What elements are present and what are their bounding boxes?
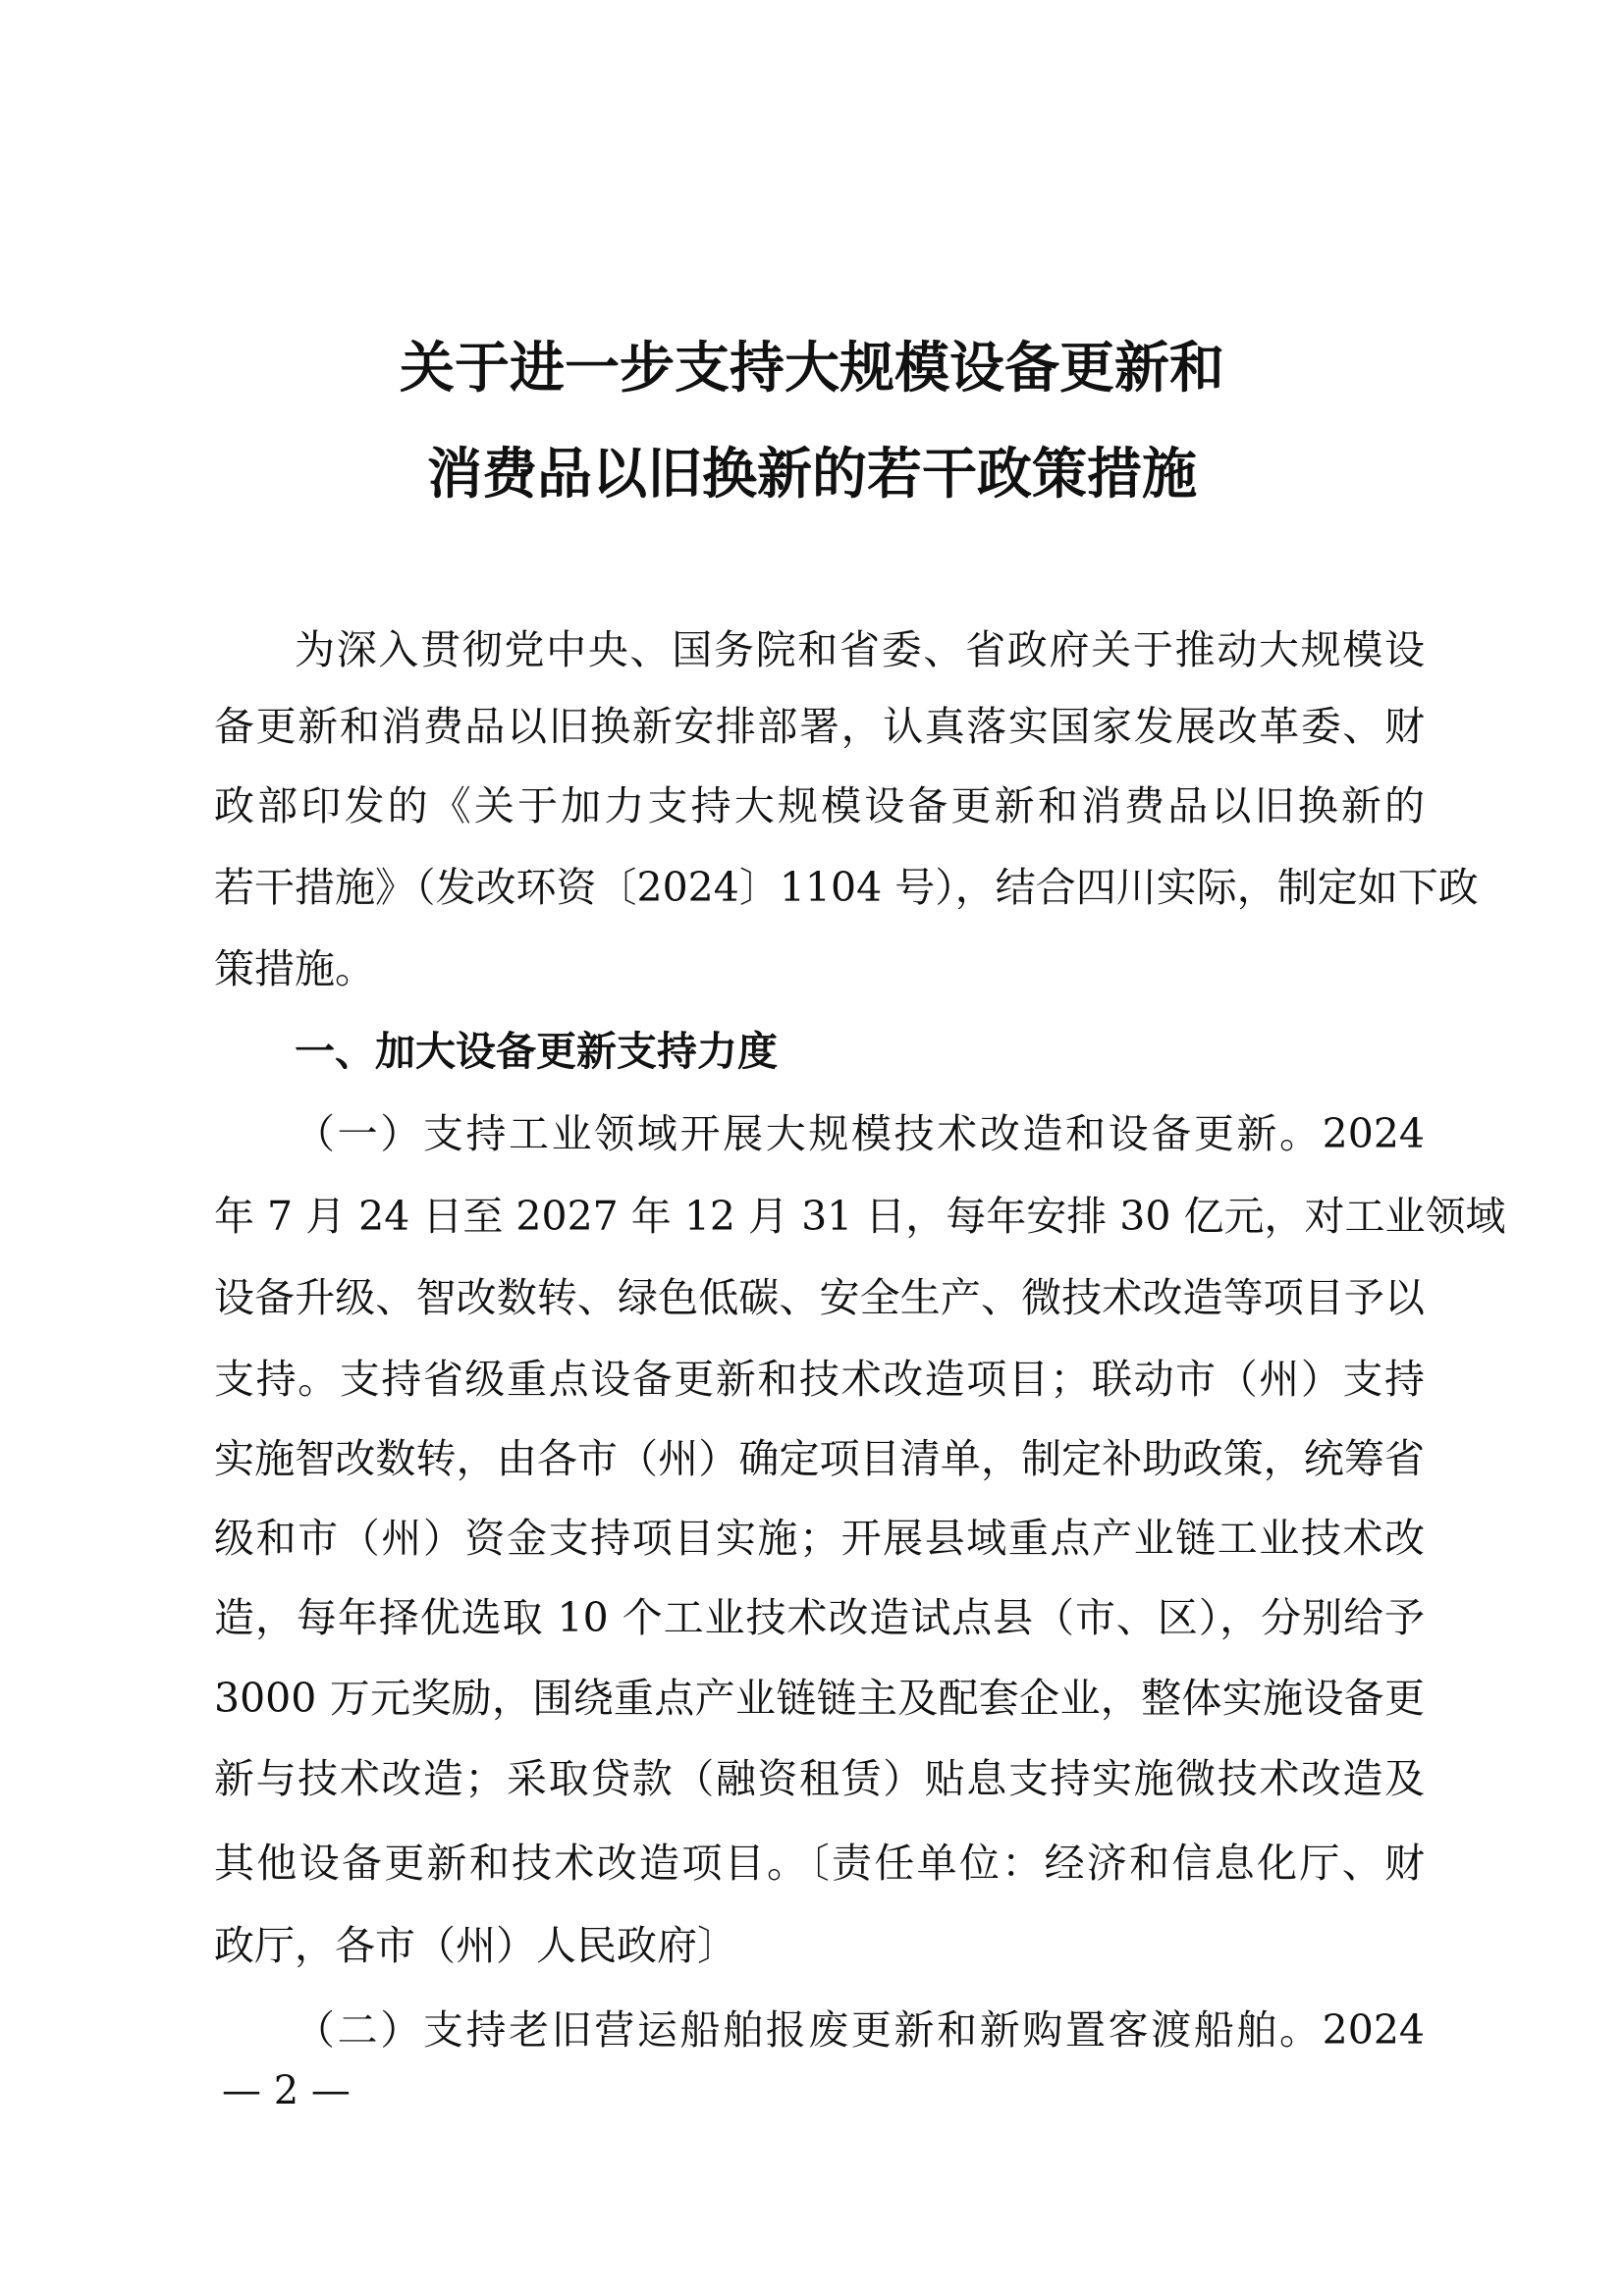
body-line: 设备升级、智改数转、绿色低碳、安全生产、微技术改造等项目予以 — [214, 1274, 1425, 1321]
body-line: 为深入贯彻党中央、国务院和省委、省政府关于推动大规模设 — [295, 626, 1425, 673]
body-line: 3000 万元奖励，围绕重点产业链链主及配套企业，整体实施设备更 — [214, 1675, 1425, 1722]
body-line: （一）支持工业领域开展大规模技术改造和设备更新。2024 — [295, 1110, 1425, 1157]
body-line: 若干措施》（发改环资〔2024〕1104 号），结合四川实际，制定如下政 — [214, 864, 1479, 911]
body-line: 政部印发的《关于加力支持大规模设备更新和消费品以旧换新的 — [214, 782, 1425, 829]
section-heading: 一、加大设备更新支持力度 — [295, 1028, 778, 1075]
body-line: 策措施。 — [214, 945, 375, 992]
body-line: 其他设备更新和技术改造项目。〔责任单位：经济和信息化厅、财 — [214, 1840, 1425, 1887]
document-title-line-1: 关于进一步支持大规模设备更新和 — [400, 337, 1224, 400]
body-line: 支持。支持省级重点设备更新和技术改造项目；联动市（州）支持 — [214, 1356, 1425, 1403]
body-line: 新与技术改造；采取贷款（融资租赁）贴息支持实施微技术改造及 — [214, 1755, 1425, 1802]
body-line: 实施智改数转，由各市（州）确定项目清单，制定补助政策，统筹省 — [214, 1435, 1425, 1482]
body-line: 造，每年择优选取 10 个工业技术改造试点县（市、区），分别给予 — [214, 1594, 1425, 1641]
body-line: （二）支持老旧营运船舶报废更新和新购置客渡船舶。2024 — [295, 2006, 1425, 2054]
body-line: 年 7 月 24 日至 2027 年 12 月 31 日，每年安排 30 亿元，对工业领域 — [214, 1193, 1506, 1240]
body-line: 政厅，各市（州）人民政府〕 — [214, 1922, 737, 1969]
body-line: 备更新和消费品以旧换新安排部署，认真落实国家发展改革委、财 — [214, 703, 1425, 750]
body-line: 级和市（州）资金支持项目实施；开展县域重点产业链工业技术改 — [214, 1515, 1425, 1562]
page-number: — 2 — — [222, 2068, 351, 2113]
document-title-line-2: 消费品以旧换新的若干政策措施 — [427, 443, 1197, 507]
